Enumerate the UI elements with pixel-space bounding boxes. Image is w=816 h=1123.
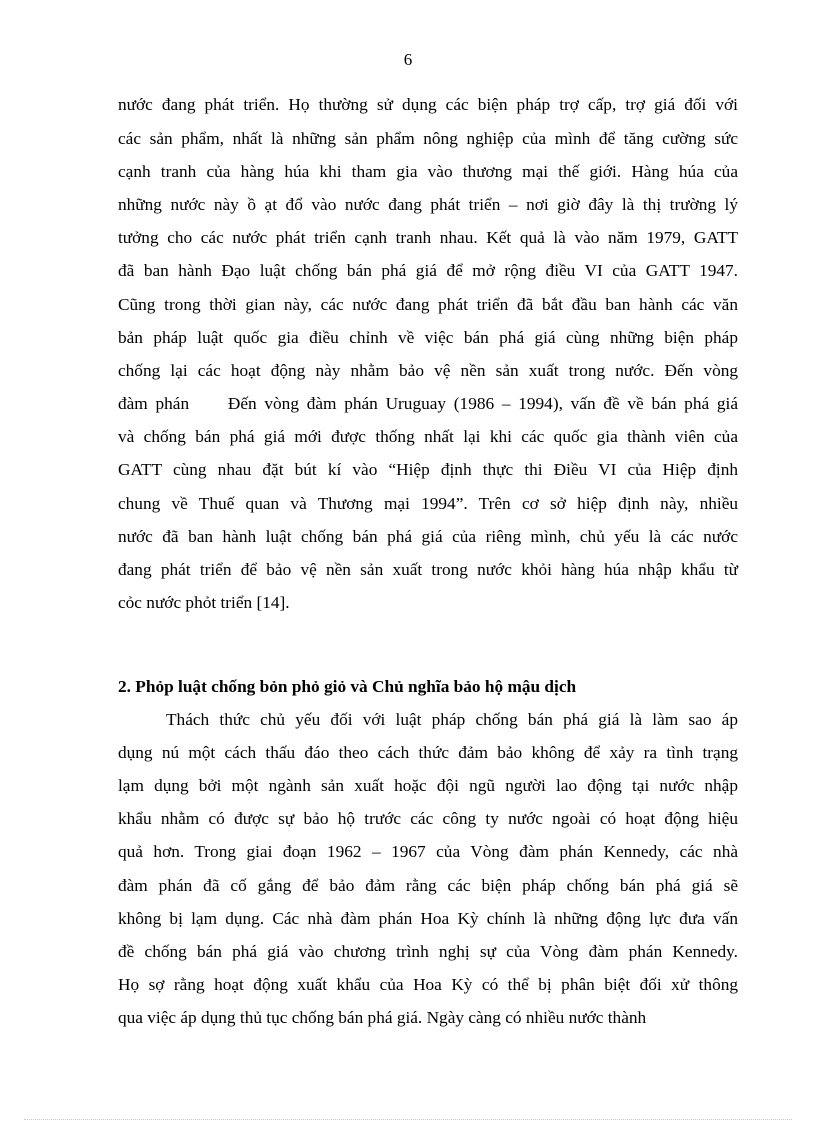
text-line: các sản phẩm, nhất là những sản phẩm nông nghiệp của mình để tăng cường sức [118, 129, 738, 148]
section-heading: 2. Phỏp luật chống bỏn phỏ giỏ và Chủ nghĩa bảo hộ mậu dịch [118, 677, 577, 696]
text-line: bản pháp luật quốc gia điều chỉnh về việc bán phá giá cùng những biện pháp [118, 328, 738, 347]
text-line: khẩu nhằm có được sự bảo hộ trước các công ty nước ngoài có hoạt động hiệu [118, 809, 738, 828]
page-number: 6 [403, 50, 413, 69]
text-line: Họ sợ rằng hoạt động xuất khẩu của Hoa Kỳ có thể bị phân biệt đối xử thông [118, 975, 738, 994]
text-line: và chống bán phá giá mới được thống nhất lại khi các quốc gia thành viên của [118, 427, 738, 446]
text-line: những nước này ồ ạt đổ vào nước đang phát triển – nơi giờ đây là thị trường lý [118, 195, 738, 214]
page-bottom-divider [24, 1119, 792, 1120]
text-line: cạnh tranh của hàng húa khi tham gia vào thương mại thế giới. Hàng húa của [118, 162, 738, 181]
text-line: nước đang phát triển. Họ thường sử dụng các biện pháp trợ cấp, trợ giá đối với [118, 95, 738, 114]
text-line: tưởng cho các nước phát triển cạnh tranh nhau. Kết quả là vào năm 1979, GATT [118, 228, 738, 247]
text-line: cỏc nước phỏt triển [14]. [118, 593, 290, 612]
text-line: quả hơn. Trong giai đoạn 1962 – 1967 của Vòng đàm phán Kennedy, các nhà [118, 842, 738, 861]
text-line: nước đã ban hành luật chống bán phá giá của riêng mình, chủ yếu là các nước [118, 527, 738, 546]
text-line: đàm phán Đến vòng đàm phán Uruguay (1986 – 1994), vấn đề về bán phá giá [118, 394, 738, 413]
text-line: qua việc áp dụng thủ tục chống bán phá giá. Ngày càng có nhiều nước thành [118, 1008, 647, 1027]
text-line: chống lại các hoạt động này nhằm bảo vệ nền sản xuất trong nước. Đến vòng [118, 361, 738, 380]
text-line: lạm dụng bởi một ngành sản xuất hoặc đội ngũ người lao động tại nước nhập [118, 776, 738, 795]
text-line: Cũng trong thời gian này, các nước đang phát triển đã bắt đầu ban hành các văn [118, 295, 738, 314]
text-line: đang phát triển để bảo vệ nền sản xuất trong nước khỏi hàng húa nhập khẩu từ [118, 560, 738, 579]
text-line: dụng nú một cách thấu đáo theo cách thức đảm bảo không để xảy ra tình trạng [118, 743, 738, 762]
text-line: Thách thức chủ yếu đối với luật pháp chống bán phá giá là làm sao áp [166, 710, 738, 729]
text-line: không bị lạm dụng. Các nhà đàm phán Hoa Kỳ chính là những động lực đưa vấn [118, 909, 738, 928]
text-line: chung về Thuế quan và Thương mại 1994”. Trên cơ sở hiệp định này, nhiều [118, 494, 738, 513]
text-line: GATT cùng nhau đặt bút kí vào “Hiệp định thực thi Điều VI của Hiệp định [118, 460, 738, 479]
text-line: đã ban hành Đạo luật chống bán phá giá để mở rộng điều VI của GATT 1947. [118, 261, 738, 280]
text-line: đàm phán đã cố gắng để bảo đảm rằng các biện pháp chống bán phá giá sẽ [118, 876, 738, 895]
text-line: đề chống bán phá giá vào chương trình nghị sự của Vòng đàm phán Kennedy. [118, 942, 738, 961]
